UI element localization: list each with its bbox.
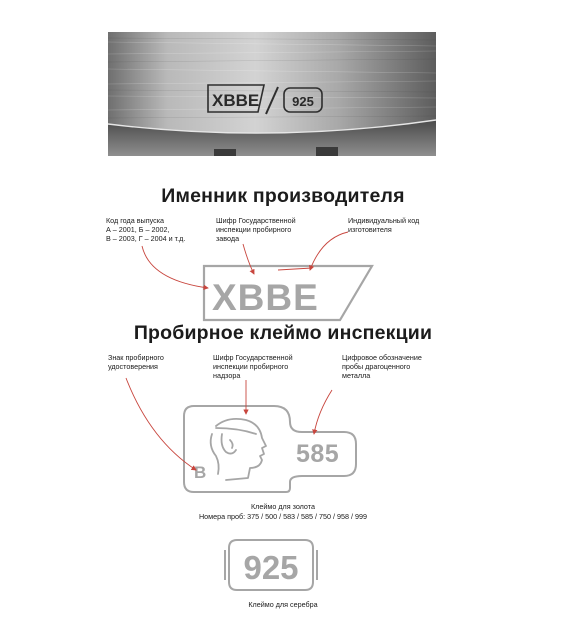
- silver-stamp-caption: Клеймо для серебра: [248, 600, 318, 609]
- fineness-number-note: Цифровое обозначение пробы драгоценного металла: [342, 353, 422, 380]
- maker-code-note: Индивидуальный код изготовителя: [348, 216, 420, 234]
- metal-surface-illustration: [108, 32, 436, 162]
- silver-stamp: [221, 536, 321, 594]
- gold-assay-stamp: [180, 402, 360, 494]
- svg-text:925: 925: [292, 94, 314, 109]
- maker-mark-title: Именник производителя: [161, 185, 405, 207]
- gold-caption-finenesses: Номера проб: 375 / 500 / 583 / 585 / 750 / 958 / 999: [198, 511, 367, 521]
- maker-stamp: [200, 262, 376, 324]
- stamped-metal-photo: [108, 32, 436, 162]
- maker-stamp-text: XBBE: [212, 277, 319, 318]
- gold-stamp-letter: В: [194, 463, 207, 482]
- gold-stamp-number: 585: [296, 440, 340, 468]
- silver-stamp-number: 925: [243, 549, 299, 586]
- profile-head-icon: [211, 419, 266, 480]
- year-code-arrow: [142, 246, 208, 288]
- gold-caption-title: Клеймо для золота: [251, 502, 315, 511]
- svg-text:XBBE: XBBE: [212, 91, 260, 110]
- assay-inspection-cipher-note: Шифр Государственной инспекции пробирного надзора: [213, 353, 293, 380]
- assay-sign-note: Знак пробирного удостоверения: [108, 353, 164, 371]
- year-code-note: Код года выпуска А – 2001, Б – 2002, В – 2003, Г – 2004 и т.д.: [106, 216, 186, 243]
- assay-mark-title: Пробирное клеймо инспекции: [133, 322, 433, 344]
- assay-office-cipher-note: Шифр Государственной инспекции пробирного завода: [216, 216, 296, 243]
- gold-stamp-caption: [0, 502, 566, 521]
